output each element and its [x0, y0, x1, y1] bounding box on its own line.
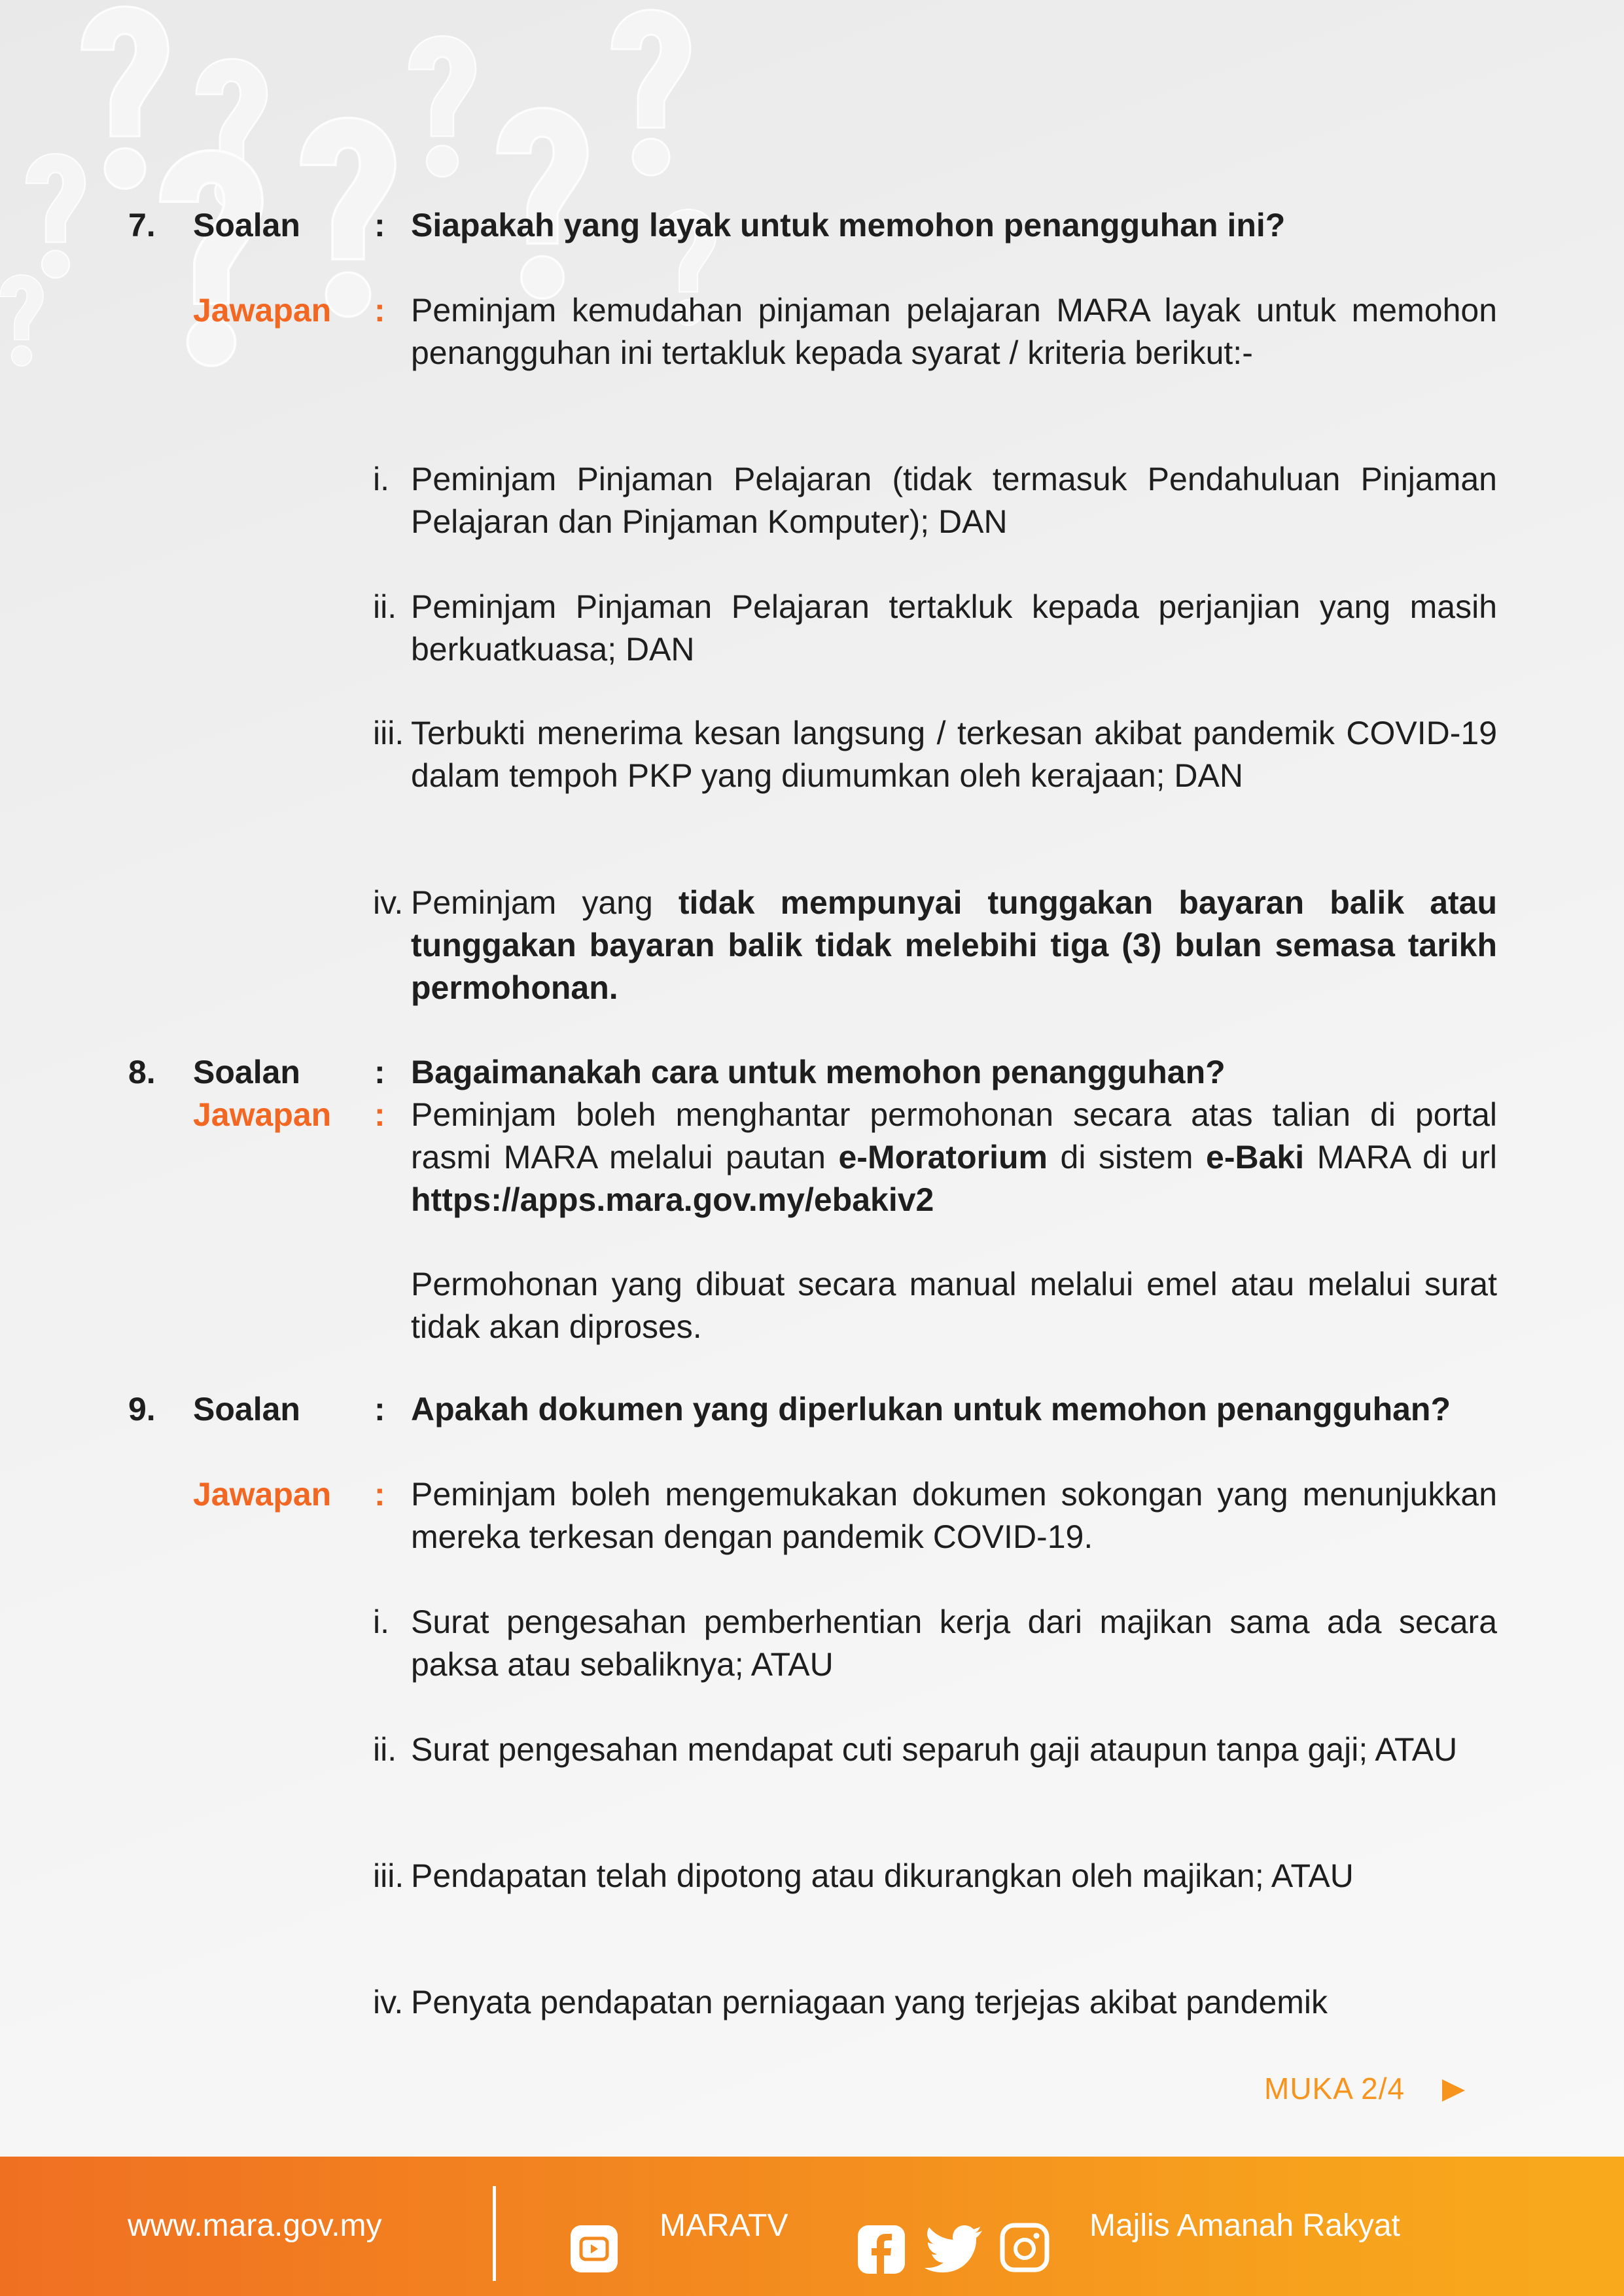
question-number: 8.	[128, 1054, 156, 1090]
question-text: Bagaimanakah cara untuk memohon penangguhan?	[411, 1054, 1226, 1090]
list-marker: i.	[373, 1604, 389, 1640]
list-marker: iii.	[373, 1857, 404, 1894]
twitter-icon[interactable]	[925, 2225, 983, 2272]
answer-text-part: MARA di url	[1304, 1139, 1497, 1175]
page-indicator: MUKA 2/4	[1264, 2072, 1405, 2106]
question-label: Soalan	[193, 1391, 300, 1427]
list-item-text-bold: tidak mempunyai tunggakan bayaran balik atau tunggakan bayaran balik tidak melebihi tiga (3) bulan semasa tarikh permohonan.	[411, 884, 1497, 1006]
e-baki-text: e-Baki	[1206, 1139, 1305, 1175]
list-marker: iv.	[373, 1984, 404, 2020]
colon: :	[374, 1391, 385, 1427]
colon: :	[374, 207, 385, 243]
list-marker: i.	[373, 461, 389, 497]
list-item-text: Peminjam Pinjaman Pelajaran (tidak termasuk Pendahuluan Pinjaman Pelajaran dan Pinjaman Komputer); DAN	[411, 461, 1497, 540]
answer-text: Peminjam boleh mengemukakan dokumen sokongan yang menunjukkan mereka terkesan dengan pandemik COVID-19.	[411, 1476, 1497, 1555]
list-marker: ii.	[373, 588, 397, 625]
answer-label: Jawapan	[193, 1096, 332, 1133]
colon: :	[374, 292, 385, 329]
facebook-icon[interactable]	[858, 2225, 905, 2274]
question-text: Siapakah yang layak untuk memohon penangguhan ini?	[411, 207, 1286, 243]
answer-text-part: Peminjam boleh menghantar permohonan secara atas talian di portal rasmi MARA melalui pautan	[411, 1096, 1497, 1175]
answer-text	[411, 1094, 1497, 1221]
answer-text-part: di sistem	[1047, 1139, 1207, 1175]
colon: :	[374, 1054, 385, 1090]
colon: :	[374, 1476, 385, 1513]
answer-text: Peminjam kemudahan pinjaman pelajaran MARA layak untuk memohon penangguhan ini tertakluk kepada syarat / kriteria berikut:-	[411, 292, 1497, 371]
footer	[0, 2157, 1624, 2296]
list-marker: iv.	[373, 884, 404, 921]
e-moratorium-link-text: e-Moratorium	[838, 1139, 1048, 1175]
list-item-text: Surat pengesahan pemberhentian kerja dari majikan sama ada secara paksa atau sebaliknya; ATAU	[411, 1604, 1497, 1683]
list-item-text: Surat pengesahan mendapat cuti separuh gaji ataupun tanpa gaji; ATAU	[411, 1731, 1458, 1768]
list-item-text: Terbukti menerima kesan langsung / terkesan akibat pandemik COVID-19 dalam tempoh PKP yang diumumkan oleh kerajaan; DAN	[411, 715, 1497, 794]
youtube-icon[interactable]	[569, 2224, 619, 2274]
list-marker: ii.	[373, 1731, 397, 1768]
footer-divider	[493, 2186, 496, 2281]
instagram-icon[interactable]	[1000, 2223, 1050, 2272]
list-item-text: Pendapatan telah dipotong atau dikurangkan oleh majikan; ATAU	[411, 1857, 1354, 1894]
organization-name: Majlis Amanah Rakyat	[1089, 2208, 1400, 2243]
answer-label: Jawapan	[193, 292, 332, 329]
answer-note: Permohonan yang dibuat secara manual melalui emel atau melalui surat tidak akan diproses.	[411, 1266, 1497, 1345]
list-item-text	[411, 882, 1497, 1009]
answer-label: Jawapan	[193, 1476, 332, 1513]
question-number: 7.	[128, 207, 156, 243]
list-marker: iii.	[373, 715, 404, 751]
website-link[interactable]: www.mara.gov.my	[128, 2208, 382, 2243]
list-item-text: Penyata pendapatan perniagaan yang terjejas akibat pandemik	[411, 1984, 1328, 2020]
colon: :	[374, 1096, 385, 1133]
ebaki-url-link[interactable]: https://apps.mara.gov.my/ebakiv2	[411, 1181, 934, 1218]
youtube-channel-name[interactable]: MARATV	[660, 2208, 788, 2243]
question-label: Soalan	[193, 207, 300, 243]
question-number: 9.	[128, 1391, 156, 1427]
question-text: Apakah dokumen yang diperlukan untuk memohon penangguhan?	[411, 1391, 1451, 1427]
list-item-text: Peminjam Pinjaman Pelajaran tertakluk kepada perjanjian yang masih berkuatkuasa; DAN	[411, 588, 1497, 668]
next-page-arrow-icon[interactable]	[1442, 2079, 1465, 2102]
list-item-text-plain: Peminjam yang	[411, 884, 679, 921]
question-label: Soalan	[193, 1054, 300, 1090]
